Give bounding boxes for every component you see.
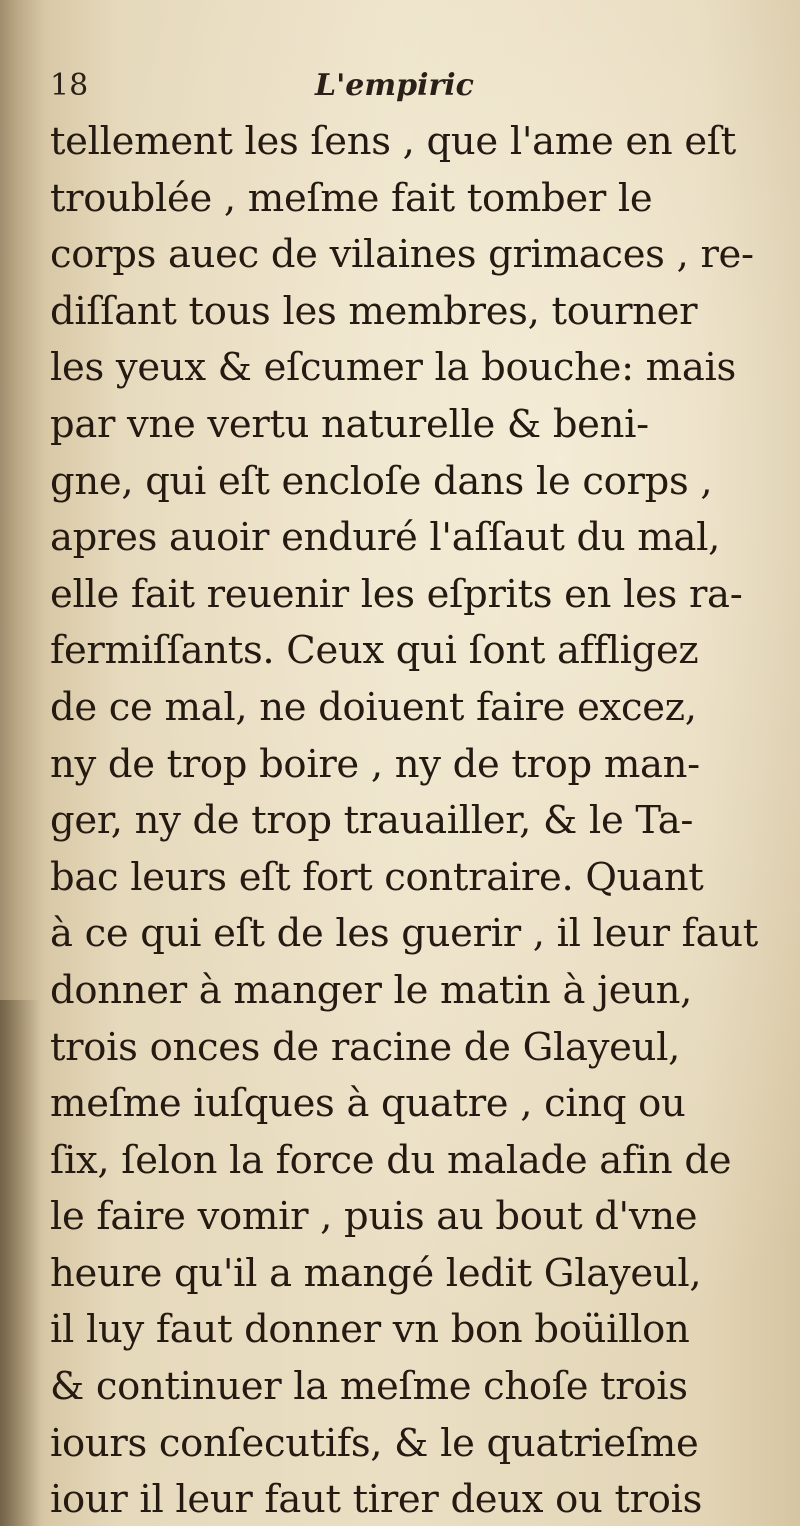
running-title: L'empiric bbox=[315, 68, 474, 103]
text-line: trois onces de racine de Glayeul, bbox=[50, 1024, 681, 1070]
text-line: iour il leur faut tirer deux ou trois bbox=[50, 1477, 703, 1523]
text-line: gne, qui eſt encloſe dans le corps , bbox=[50, 458, 713, 504]
gutter-shadow bbox=[0, 1000, 40, 1526]
text-line: ger, ny de trop trauailler, & le Ta- bbox=[50, 798, 694, 844]
text-line: ſix, ſelon la force du malade afin de bbox=[50, 1137, 732, 1183]
text-line: à ce qui eſt de les guerir , il leur faut bbox=[50, 911, 758, 957]
body-text bbox=[50, 114, 770, 1526]
page-number: 18 bbox=[50, 68, 89, 103]
text-line: heure qu'il a mangé ledit Glayeul, bbox=[50, 1250, 702, 1296]
text-line: fermiſſants. Ceux qui ſont affligez bbox=[50, 628, 699, 674]
text-line: diſſant tous les membres, tourner bbox=[50, 288, 698, 334]
text-line: corps auec de vilaines grimaces , re- bbox=[50, 232, 754, 278]
page-header bbox=[50, 68, 750, 112]
text-line: elle fait reuenir les eſprits en les ra- bbox=[50, 571, 743, 617]
text-line: tellement les ſens , que l'ame en eſt bbox=[50, 119, 736, 164]
text-line: meſme iuſques à quatre , cinq ou bbox=[50, 1081, 686, 1127]
text-line: le faire vomir , puis au bout d'vne bbox=[50, 1194, 698, 1240]
text-line: ny de trop boire , ny de trop man- bbox=[50, 741, 700, 787]
text-line: bac leurs eſt fort contraire. Quant bbox=[50, 854, 704, 900]
text-line: il luy faut donner vn bon boüillon bbox=[50, 1307, 690, 1353]
text-line: & continuer la meſme choſe trois bbox=[50, 1364, 688, 1410]
text-line: iours conſecutifs, & le quatrieſme bbox=[50, 1420, 699, 1466]
text-line: par vne vertu naturelle & beni- bbox=[50, 401, 649, 447]
text-line: apres auoir enduré l'aſſaut du mal, bbox=[50, 515, 721, 561]
text-line: de ce mal, ne doiuent faire excez, bbox=[50, 684, 697, 730]
text-line: donner à manger le matin à jeun, bbox=[50, 967, 693, 1013]
text-line: les yeux & eſcumer la bouche: mais bbox=[50, 345, 737, 391]
text-line: troublée , meſme fait tomber le bbox=[50, 175, 653, 221]
